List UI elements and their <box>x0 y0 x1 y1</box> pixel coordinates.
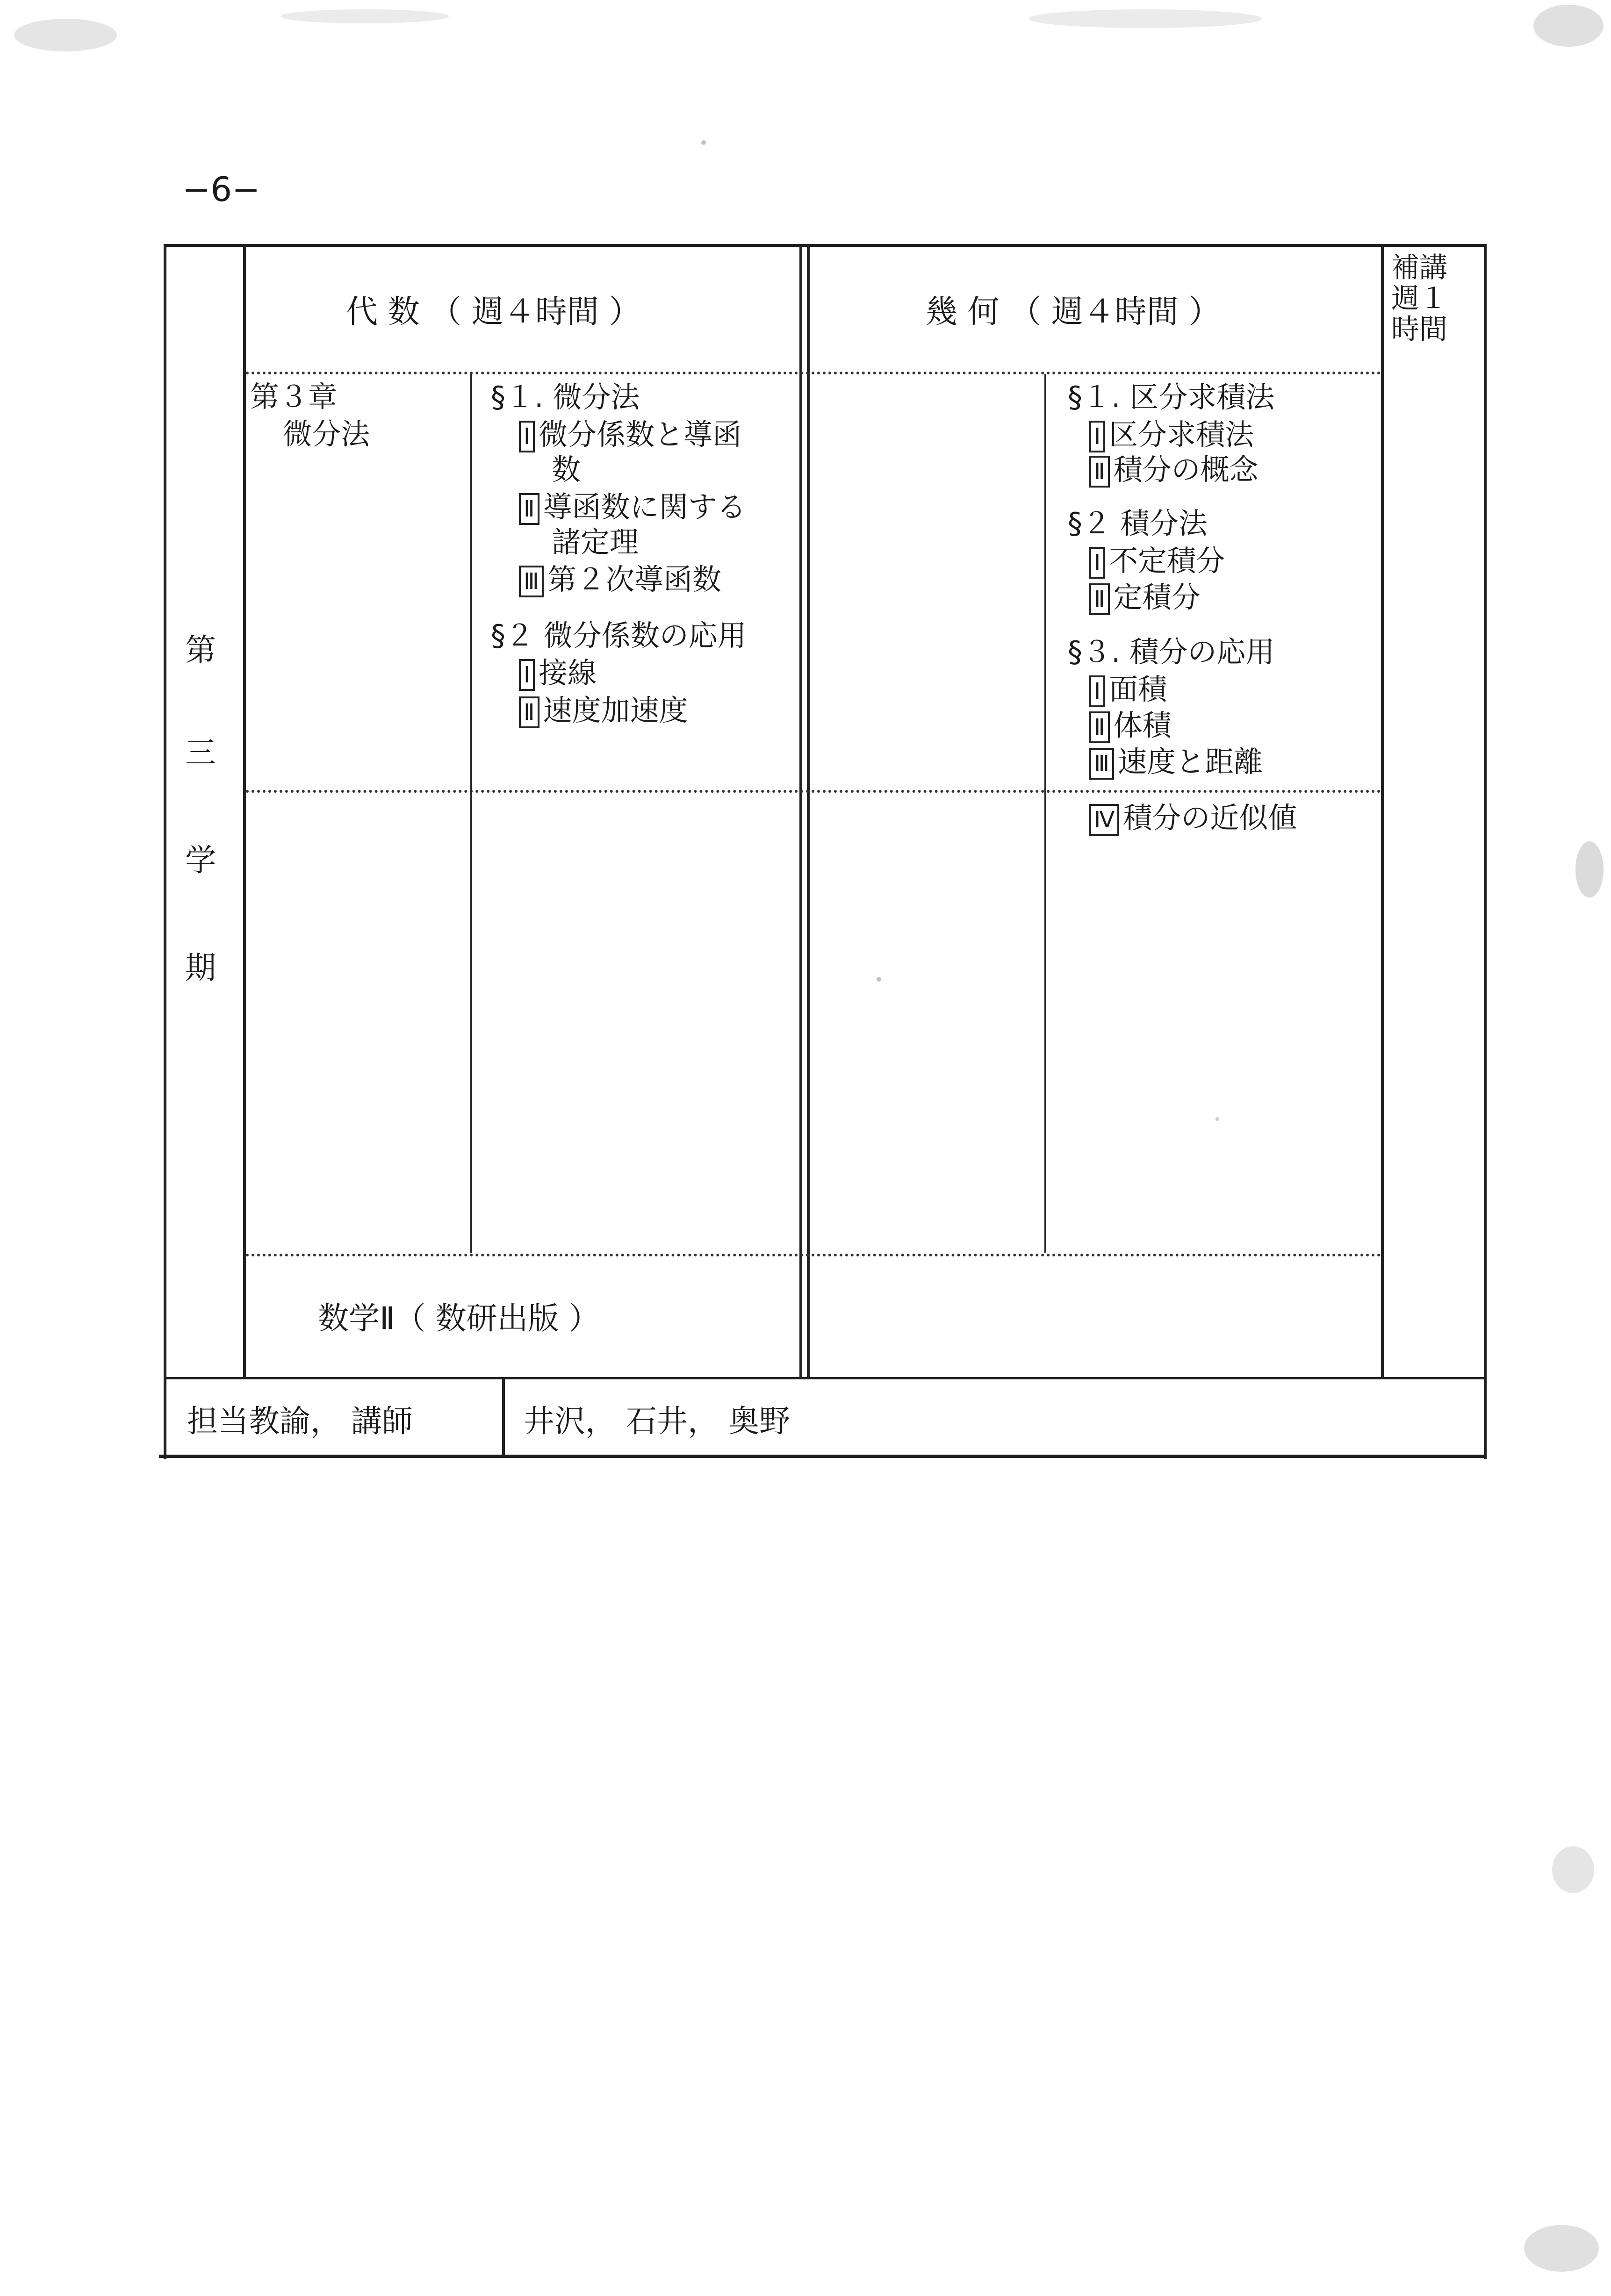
algebra-item <box>519 654 597 692</box>
geometry-item <box>1089 799 1297 837</box>
item-number-box: Ⅱ <box>519 696 539 728</box>
item-text: 微分係数と導函 <box>539 417 742 452</box>
item-number-box: Ⅲ <box>519 566 544 597</box>
item-number-box: Ⅲ <box>1089 748 1114 780</box>
supplement-header <box>1391 252 1447 345</box>
item-text: 速度と距離 <box>1118 745 1263 779</box>
teacher-label: 担当教諭， 講師 <box>187 1403 413 1439</box>
item-number-box: Ⅱ <box>1089 456 1110 488</box>
term-char-3: 学 <box>185 842 216 878</box>
item-number-box: Ⅱ <box>1089 583 1110 615</box>
geometry-item <box>1089 743 1263 781</box>
item-text: 体積 <box>1113 708 1172 742</box>
geometry-section-3: §３. 積分の応用 <box>1068 635 1275 669</box>
algebra-item-cont: 数 <box>552 452 581 487</box>
item-number-box: Ⅱ <box>519 493 539 525</box>
algebra-section-2: §２ 微分係数の応用 <box>491 618 747 653</box>
chapter-title: 微分法 <box>283 417 370 451</box>
algebra-section-1: §１. 微分法 <box>491 380 640 414</box>
item-text: 速度加速度 <box>543 693 688 727</box>
geometry-item <box>1089 671 1167 708</box>
algebra-item <box>519 692 688 729</box>
item-text: 導函数に関する <box>543 490 746 524</box>
chapter-number: 第３章 <box>250 380 338 414</box>
geometry-item <box>1089 542 1225 580</box>
item-text: 第２次導函数 <box>547 562 722 596</box>
supplement-line-3: 時間 <box>1391 313 1447 346</box>
item-number-box: Ⅰ <box>519 659 535 691</box>
algebra-item <box>519 561 721 598</box>
algebra-item <box>519 488 746 526</box>
page-number: −6− <box>182 170 260 209</box>
supplement-line-2: 週１ <box>1391 282 1447 315</box>
geometry-item <box>1089 451 1259 488</box>
item-text: 面積 <box>1109 672 1167 706</box>
term-char-1: 第 <box>185 632 216 668</box>
geometry-header: 幾 何 （ 週４時間 ） <box>926 294 1221 330</box>
geometry-item <box>1089 579 1201 616</box>
teacher-names: 井沢， 石井， 奥野 <box>524 1403 790 1439</box>
geometry-item <box>1089 416 1254 453</box>
item-number-box: Ⅰ <box>1089 675 1105 707</box>
item-text: 定積分 <box>1113 580 1201 614</box>
supplement-line-1: 補講 <box>1391 251 1447 284</box>
item-number-box: Ⅱ <box>1089 711 1110 743</box>
geometry-item <box>1089 707 1172 744</box>
algebra-header: 代 数 （ 週４時間 ） <box>346 294 641 330</box>
item-text: 積分の近似値 <box>1123 801 1297 835</box>
item-number-box: Ⅰ <box>1089 547 1105 579</box>
item-text: 不定積分 <box>1109 544 1225 578</box>
item-text: 接線 <box>539 656 597 690</box>
geometry-section-1: §１. 区分求積法 <box>1068 380 1275 414</box>
item-number-box: Ⅳ <box>1089 804 1119 836</box>
item-number-box: Ⅰ <box>519 421 535 452</box>
geometry-section-2: §２ 積分法 <box>1068 506 1208 540</box>
item-text: 積分の概念 <box>1113 452 1259 487</box>
algebra-item <box>519 416 741 453</box>
algebra-item-cont: 諸定理 <box>552 525 639 559</box>
item-number-box: Ⅰ <box>1089 421 1105 452</box>
textbook: 数学Ⅱ（ 数研出版 ） <box>318 1300 600 1336</box>
item-text: 区分求積法 <box>1109 417 1254 452</box>
term-char-4: 期 <box>185 950 216 986</box>
term-char-2: 三 <box>185 735 216 771</box>
